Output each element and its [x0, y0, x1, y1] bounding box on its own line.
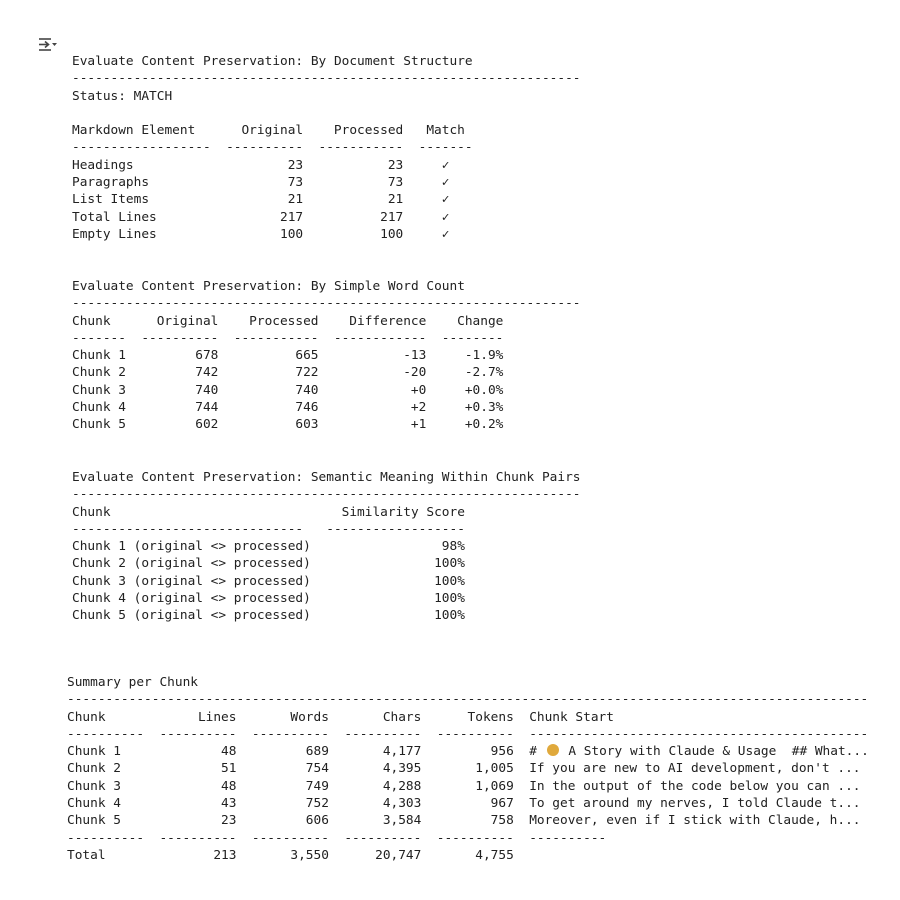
table-row — [72, 226, 581, 243]
divider: ------------------------------------------------------------------ — [72, 71, 581, 87]
table-row-cell: 100% — [434, 591, 465, 607]
table-row-cell: 73 — [287, 175, 304, 191]
table-header-rule-cell: -------- — [441, 330, 504, 346]
total-rule-cell: ---------- — [344, 830, 422, 846]
table-header-rule — [72, 521, 581, 538]
table-header-cell: Similarity Score — [341, 504, 465, 520]
table-header-rule-cell: ----------- — [233, 330, 319, 346]
table-row-cell: 722 — [295, 365, 319, 381]
table-row-cell: 100% — [434, 608, 465, 624]
table-row-cell: -2.7% — [464, 365, 504, 381]
table-row-cell: 73 — [387, 175, 404, 191]
table-row-cell: Headings — [72, 157, 134, 173]
table-header-rule — [67, 726, 868, 743]
table-row-cell: 23 — [287, 157, 304, 173]
table-row-cell: Chunk 1 — [72, 348, 126, 364]
table-row — [67, 743, 868, 760]
collapse-output-icon[interactable] — [37, 37, 57, 55]
total-row-cell: 213 — [213, 847, 237, 863]
table-row-cell: 4,395 — [382, 761, 422, 777]
table-row-cell: 1,005 — [475, 761, 514, 777]
table-row-cell: 740 — [195, 382, 219, 398]
table-row-cell: 740 — [295, 382, 319, 398]
table-row-cell: If you are new to AI development, don't ... — [529, 761, 861, 777]
table-row-cell: 752 — [305, 796, 329, 812]
table-header-cell: Chunk — [72, 313, 111, 329]
table-row-cell: Chunk 3 — [72, 382, 126, 398]
structure-output — [72, 53, 581, 243]
table-row-cell: 48 — [221, 778, 237, 794]
table-header — [72, 313, 581, 330]
table-row-cell: +1 — [410, 417, 427, 433]
table-header-rule-cell: ---------- — [251, 726, 329, 742]
table-header-rule-cell: ---------- — [67, 726, 145, 742]
total-row — [67, 847, 868, 864]
table-row — [72, 399, 581, 416]
table-header-rule-cell: ------------------------------ — [72, 521, 304, 537]
table-row — [72, 538, 581, 555]
table-row-cell: -1.9% — [464, 348, 504, 364]
table-row-cell: ✓ — [441, 157, 450, 173]
total-rule — [67, 830, 868, 847]
table-header-rule-cell: ------------ — [333, 330, 427, 346]
table-row-cell: 217 — [279, 209, 304, 225]
table-header-rule — [72, 330, 581, 347]
table-header-rule-cell: ---------- — [226, 140, 304, 156]
table-header-cell: Match — [426, 123, 465, 139]
table-row-cell: Total Lines — [72, 209, 157, 225]
table-header-cell: Tokens — [467, 709, 514, 725]
table-header-cell: Original — [241, 123, 304, 139]
table-row-cell: -13 — [403, 348, 427, 364]
table-row — [72, 174, 581, 191]
status-text: Status: MATCH — [72, 88, 173, 104]
table-row-cell: Paragraphs — [72, 175, 150, 191]
word-count-output — [72, 278, 581, 434]
semantic-output — [72, 469, 581, 625]
total-rule-cell: ---------- — [159, 830, 237, 846]
table-row — [67, 778, 868, 795]
table-row-cell: 23 — [221, 813, 237, 829]
table-header-rule-cell: ----------- — [318, 140, 404, 156]
table-row-cell: 606 — [305, 813, 329, 829]
table-row — [72, 573, 581, 590]
section-title: Summary per Chunk — [67, 675, 198, 690]
yellow-circle-emoji-icon — [547, 744, 559, 756]
table-row-cell: +0.3% — [464, 400, 504, 416]
table-row — [72, 157, 581, 174]
table-row-cell: Chunk 3 — [67, 778, 121, 794]
table-header-rule-cell: ------------------ — [326, 521, 465, 537]
table-header — [67, 709, 868, 726]
table-header-cell: Chunk — [67, 709, 106, 725]
table-header-cell: Chunk — [72, 504, 111, 520]
table-row-cell: 4,288 — [382, 778, 422, 794]
table-row-cell: 1,069 — [475, 778, 514, 794]
table-row-cell: To get around my nerves, I told Claude t... — [529, 796, 861, 812]
table-row — [67, 760, 868, 777]
table-row-cell: 43 — [221, 796, 237, 812]
table-row-cell: Chunk 4 (original <> processed) — [72, 591, 311, 607]
table-row — [72, 416, 581, 433]
table-row-cell: 23 — [387, 157, 404, 173]
table-row-cell: Chunk 5 — [67, 813, 121, 829]
table-row-cell: 744 — [195, 400, 219, 416]
table-row — [67, 795, 868, 812]
table-row — [72, 555, 581, 572]
section-title: Evaluate Content Preservation: By Simple Word Count — [72, 279, 465, 294]
table-row-cell: Chunk 1 (original <> processed) — [72, 539, 311, 555]
table-row-cell: 603 — [295, 417, 319, 433]
table-header-cell: Original — [156, 313, 219, 329]
divider: ------------------------------------------------------------------ — [72, 487, 581, 503]
table-row-cell: 967 — [490, 796, 514, 812]
table-row-cell: 4,303 — [382, 796, 422, 812]
table-row-cell: 746 — [295, 400, 319, 416]
table-header-cell: Markdown Element — [72, 123, 196, 139]
table-row-cell: List Items — [72, 192, 150, 208]
table-row-cell: 665 — [295, 348, 319, 364]
table-header-cell: Chunk Start — [529, 709, 614, 725]
table-row-cell: ✓ — [441, 226, 450, 242]
table-row-cell: 3,584 — [382, 813, 422, 829]
table-row — [72, 209, 581, 226]
table-header-rule — [72, 139, 581, 156]
table-header-cell: Change — [457, 313, 504, 329]
table-row-cell: Chunk 4 — [72, 400, 126, 416]
table-row-cell: 742 — [195, 365, 219, 381]
table-row-cell: Empty Lines — [72, 226, 157, 242]
table-header-rule-cell: -------------------------------------------- — [529, 726, 869, 742]
table-row-cell: 48 — [221, 744, 237, 760]
total-row-cell: 20,747 — [375, 847, 422, 863]
total-rule-cell: ---------- — [529, 830, 607, 846]
table-row-cell: 217 — [380, 209, 404, 225]
table-header — [72, 122, 581, 139]
table-row-cell: ✓ — [441, 209, 450, 225]
table-header-rule-cell: ---------- — [159, 726, 237, 742]
table-row-cell: 4,177 — [382, 744, 422, 760]
table-row — [72, 191, 581, 208]
table-row-cell: Chunk 1 — [67, 744, 121, 760]
total-row-cell: Total — [67, 847, 106, 863]
table-row — [72, 607, 581, 624]
section-title: Evaluate Content Preservation: Semantic Meaning Within Chunk Pairs — [72, 470, 581, 485]
table-row-cell: +0.2% — [464, 417, 504, 433]
table-row — [72, 347, 581, 364]
table-row-cell: 21 — [287, 192, 304, 208]
table-header-cell: Lines — [197, 709, 237, 725]
table-row-cell: ✓ — [441, 175, 450, 191]
divider: ------------------------------------------------------------------ — [72, 296, 581, 312]
table-header-cell: Chars — [382, 709, 422, 725]
table-row-cell: +0.0% — [464, 382, 504, 398]
table-row-cell: 749 — [305, 778, 329, 794]
table-header-cell: Difference — [349, 313, 427, 329]
table-header-rule-cell: ------------------ — [72, 140, 211, 156]
table-row-cell: +2 — [410, 400, 427, 416]
table-row-cell: In the output of the code below you can ... — [529, 778, 861, 794]
table-header-rule-cell: ---------- — [141, 330, 219, 346]
table-row-cell: Chunk 2 — [67, 761, 121, 777]
table-row-cell: +0 — [410, 382, 427, 398]
table-row-cell: 678 — [195, 348, 219, 364]
table-row-cell: Moreover, even if I stick with Claude, h... — [529, 813, 861, 829]
table-header-rule-cell: ---------- — [344, 726, 422, 742]
total-rule-cell: ---------- — [67, 830, 145, 846]
table-row — [72, 590, 581, 607]
table-row-cell: Chunk 5 — [72, 417, 126, 433]
total-row-cell: 3,550 — [290, 847, 329, 863]
table-header-rule-cell: ------- — [418, 140, 473, 156]
table-row-cell: # A Story with Claude & Usage ## What... — [529, 744, 869, 760]
table-row-cell: Chunk 2 (original <> processed) — [72, 556, 311, 572]
table-row-cell: 100% — [434, 556, 465, 572]
table-row-cell: 21 — [387, 192, 404, 208]
table-row-cell: 758 — [490, 813, 514, 829]
table-row — [72, 364, 581, 381]
table-row-cell: -20 — [403, 365, 427, 381]
total-rule-cell: ---------- — [251, 830, 329, 846]
divider: -------------------------------------------------------------------------------------------------------- — [67, 692, 869, 708]
table-header — [72, 504, 581, 521]
table-row-cell: Chunk 3 (original <> processed) — [72, 573, 311, 589]
table-header-cell: Words — [290, 709, 329, 725]
table-row — [67, 812, 868, 829]
table-row-cell: Chunk 4 — [67, 796, 121, 812]
blank-line — [72, 105, 581, 122]
total-row-cell: 4,755 — [475, 847, 514, 863]
table-row-cell: 602 — [195, 417, 219, 433]
table-header-rule-cell: ---------- — [436, 726, 514, 742]
table-row-cell: 100 — [279, 226, 304, 242]
table-row-cell: 98% — [441, 539, 465, 555]
total-rule-cell: ---------- — [436, 830, 514, 846]
table-row-cell: 100 — [380, 226, 404, 242]
table-row-cell: 689 — [305, 744, 329, 760]
table-row-cell: 956 — [490, 744, 514, 760]
table-header-cell: Processed — [249, 313, 319, 329]
table-row-cell: 100% — [434, 573, 465, 589]
section-title: Evaluate Content Preservation: By Document Structure — [72, 54, 473, 69]
table-header-rule-cell: ------- — [72, 330, 126, 346]
table-row-cell: Chunk 2 — [72, 365, 126, 381]
table-row — [72, 382, 581, 399]
summary-output — [67, 674, 868, 864]
table-row-cell: 754 — [305, 761, 329, 777]
table-row-cell: ✓ — [441, 192, 450, 208]
table-row-cell: 51 — [221, 761, 237, 777]
table-header-cell: Processed — [333, 123, 404, 139]
table-row-cell: Chunk 5 (original <> processed) — [72, 608, 311, 624]
